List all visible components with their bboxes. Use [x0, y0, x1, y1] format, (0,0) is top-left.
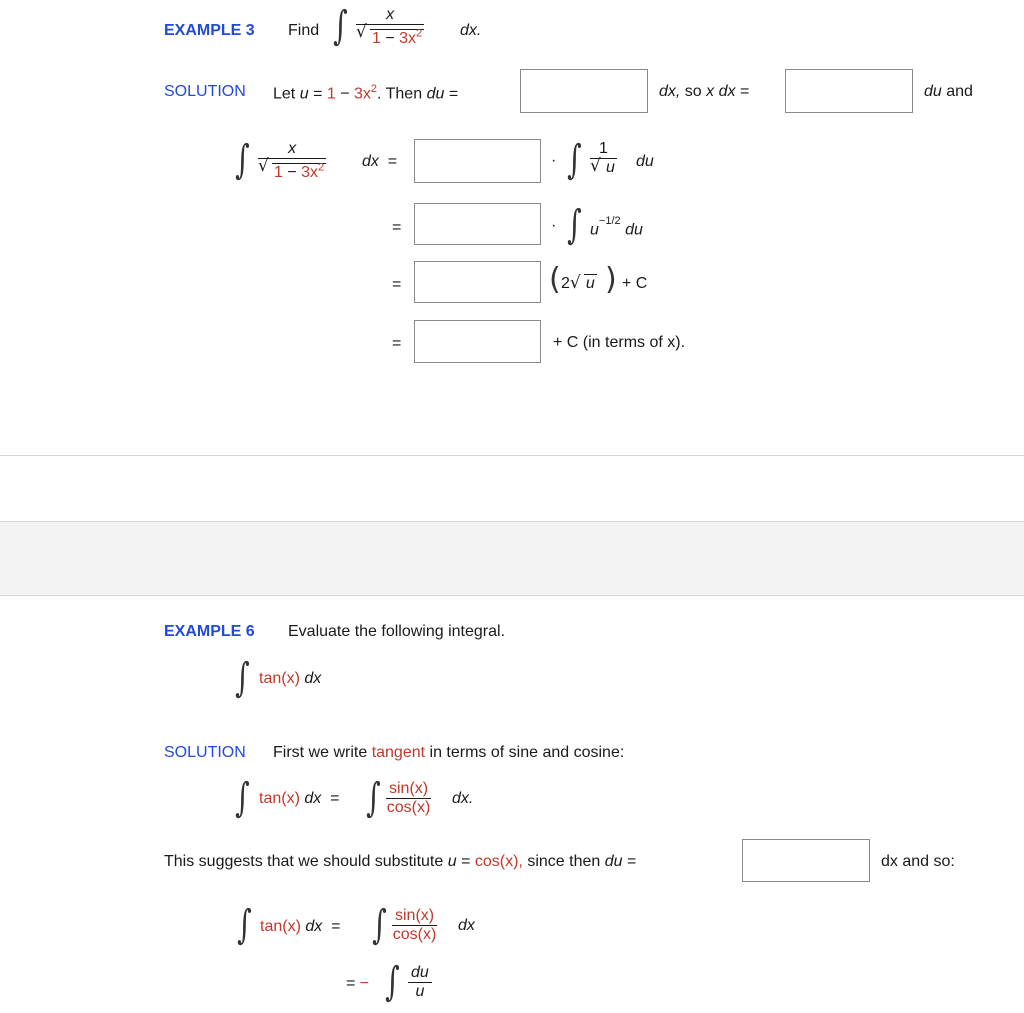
u-power-term: $u^{-1/2}$ du — [590, 215, 643, 239]
integral-sign-icon: ∫ — [567, 202, 582, 248]
integral-sign-icon: ∫ — [372, 902, 387, 948]
solution-label-6: SOLUTION — [164, 744, 246, 761]
du-text: du — [636, 153, 654, 170]
section-divider — [0, 455, 1024, 456]
integral-sign-icon: ∫ — [385, 959, 400, 1005]
du-answer-input-6[interactable] — [742, 839, 870, 882]
step3-coefficient-input[interactable] — [414, 261, 541, 303]
one-over-sqrt-u: 1 √ u — [590, 140, 617, 177]
tan-lhs-2: tan(x) dx = — [260, 918, 341, 935]
section-band — [0, 521, 1024, 596]
integral-sign-icon: ∫ — [333, 3, 348, 49]
left-paren-icon: ( — [549, 262, 561, 297]
eq-sign: = — [392, 219, 402, 236]
dx-period: dx. — [460, 22, 482, 39]
integrand-numerator: x — [356, 6, 424, 25]
eq-sign: = — [392, 276, 402, 293]
integral-sign-icon: ∫ — [235, 655, 250, 701]
sqrt-icon: √ u — [590, 159, 617, 177]
integral-sign-icon: ∫ — [235, 775, 250, 821]
evaluate-prompt: Evaluate the following integral. — [288, 623, 506, 640]
final-answer-input[interactable] — [414, 320, 541, 363]
two-sqrt-u: 2√ u — [561, 275, 597, 293]
integrand-fraction — [356, 6, 424, 48]
find-text: Find — [288, 22, 320, 39]
let-text: Let $u = 1 - 3x^2$. Then du = — [273, 83, 459, 103]
dx-and-so-text: dx and so: — [881, 853, 955, 870]
first-we-write-text: First we write tangent in terms of sine and cosine: — [273, 744, 625, 761]
dot-operator: · — [551, 217, 557, 234]
dx-text-6: dx — [458, 917, 475, 934]
du-over-u: $\frac{du}{u}$ — [408, 964, 432, 1001]
sqrt-icon: √ u — [570, 275, 597, 293]
xdx-answer-input[interactable] — [785, 69, 913, 113]
integral-sign-icon: ∫ — [235, 137, 250, 183]
du-answer-input[interactable] — [520, 69, 648, 113]
tan-lhs: tan(x) dx = — [259, 790, 340, 807]
step1-coefficient-input[interactable] — [414, 139, 541, 183]
step2-coefficient-input[interactable] — [414, 203, 541, 245]
plus-c: + C — [622, 275, 648, 292]
integral-sign-icon: ∫ — [237, 902, 252, 948]
sqrt-icon: √ $1 - 3x^2$ — [258, 159, 326, 182]
lhs-fraction: x √ $1 - 3x^2$ — [258, 140, 326, 182]
du-and-text: du and — [924, 83, 973, 100]
sin-over-cos: $\frac{\sin(x)}{\cos(x)}$ — [386, 780, 431, 816]
dx-so-text: dx, so x dx = — [659, 83, 750, 100]
eq-sign: = — [392, 335, 402, 352]
lhs-dx-eq: dx = — [362, 153, 398, 170]
dx-period-6: dx. — [452, 790, 474, 807]
integrand-denominator — [356, 25, 424, 48]
example-6-label: EXAMPLE 6 — [164, 623, 255, 640]
right-paren-icon: ) — [605, 262, 617, 297]
integral-sign-icon: ∫ — [567, 137, 582, 183]
plus-c-in-terms-of-x: + C (in terms of x). — [553, 334, 686, 351]
sin-over-cos-2: $\frac{\sin(x)}{\cos(x)}$ — [392, 907, 437, 943]
solution-label: SOLUTION — [164, 83, 246, 100]
tan-integrand: tan(x) dx — [259, 670, 322, 687]
sqrt-icon: √ $1 - 3x^2$ — [356, 25, 424, 48]
example-3-label: EXAMPLE 3 — [164, 22, 255, 39]
substitute-text: This suggests that we should substitute u = cos(x), since then du = — [164, 853, 637, 870]
eq-minus: = − — [346, 975, 370, 992]
dot-operator: · — [551, 152, 557, 169]
integral-sign-icon: ∫ — [366, 775, 381, 821]
